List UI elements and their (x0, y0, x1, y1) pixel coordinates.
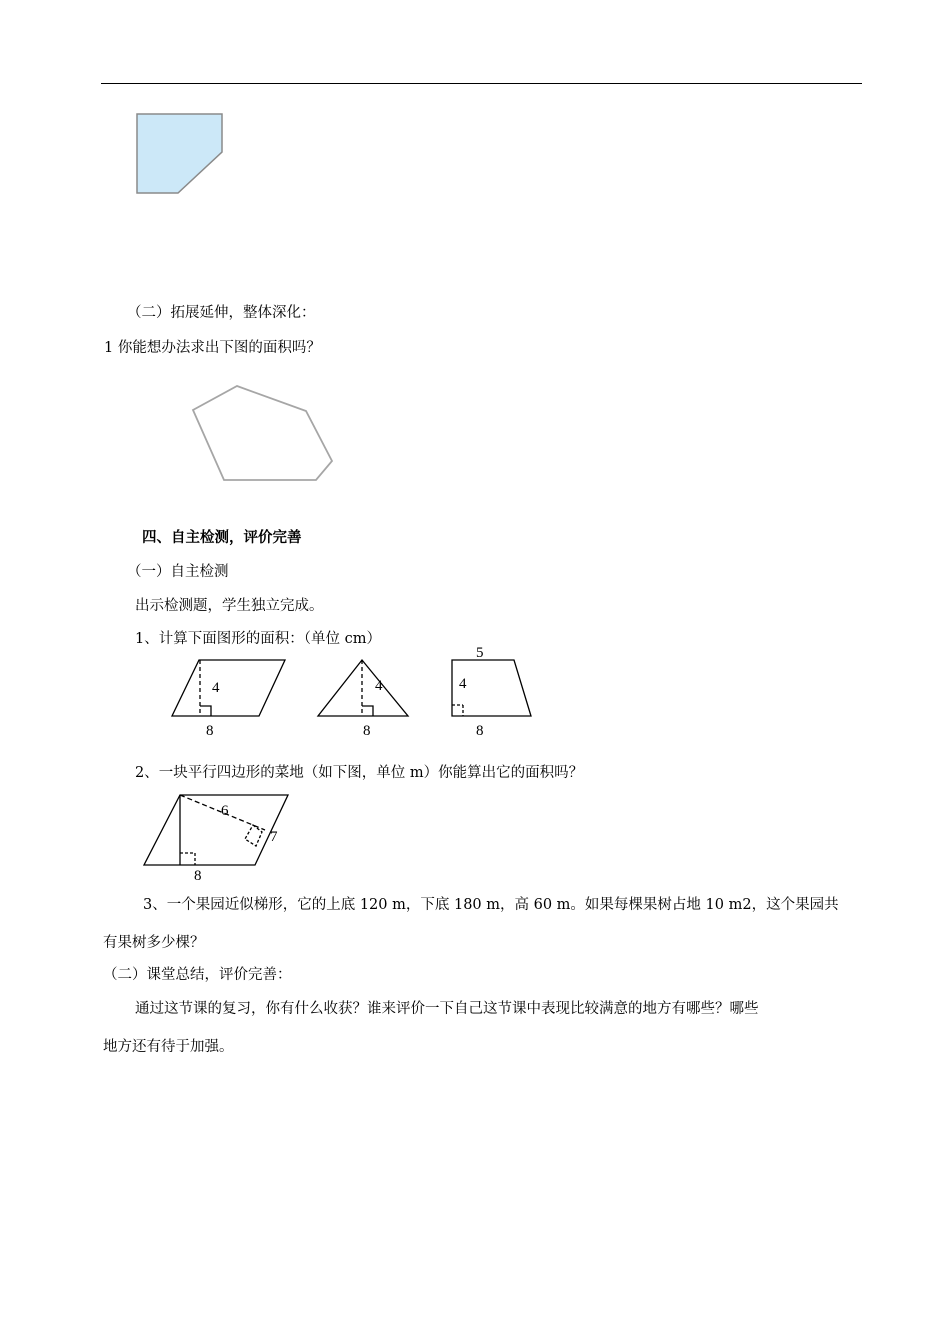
triangle-height-label: 4 (375, 678, 383, 694)
q2-diagonal-label: 6 (221, 803, 229, 819)
parallelogram-height-label: 4 (212, 680, 220, 696)
trapezoid-bottom-label: 8 (476, 723, 484, 739)
self-check-heading: （一）自主检测 (127, 564, 229, 580)
parallelogram-base-label: 8 (206, 723, 214, 739)
extend-heading: （二）拓展延伸，整体深化： (127, 305, 316, 321)
extend-question-1: 1 你能想办法求出下图的面积吗？ (104, 340, 321, 356)
trapezoid-height-label: 4 (459, 676, 467, 692)
section-four-title: 四、自主检测，评价完善 (142, 529, 302, 546)
summary-heading: （二）课堂总结，评价完善： (103, 967, 292, 983)
q2-side-label: 7 (270, 829, 278, 845)
summary-line-2: 地方还有待于加强。 (103, 1039, 234, 1055)
q2-base-label: 8 (194, 868, 202, 884)
question-3-line-1: 3、一个果园近似梯形，它的上底 120 m，下底 180 m，高 60 m。如果每棵果树占地 10 m2，这个果园共 (143, 897, 839, 913)
self-check-intro: 出示检测题，学生独立完成。 (135, 598, 324, 614)
summary-line-1: 通过这节课的复习，你有什么收获？谁来评价一下自己这节课中表现比较满意的地方有哪些？哪些 (135, 1001, 759, 1017)
question-3-line-2: 有果树多少棵？ (103, 935, 205, 951)
question-1: 1、计算下面图形的面积：（单位 cm） (135, 631, 381, 647)
trapezoid-top-label: 5 (476, 645, 484, 661)
question-2: 2、一块平行四边形的菜地（如下图，单位 m）你能算出它的面积吗？ (135, 765, 584, 781)
triangle-base-label: 8 (363, 723, 371, 739)
